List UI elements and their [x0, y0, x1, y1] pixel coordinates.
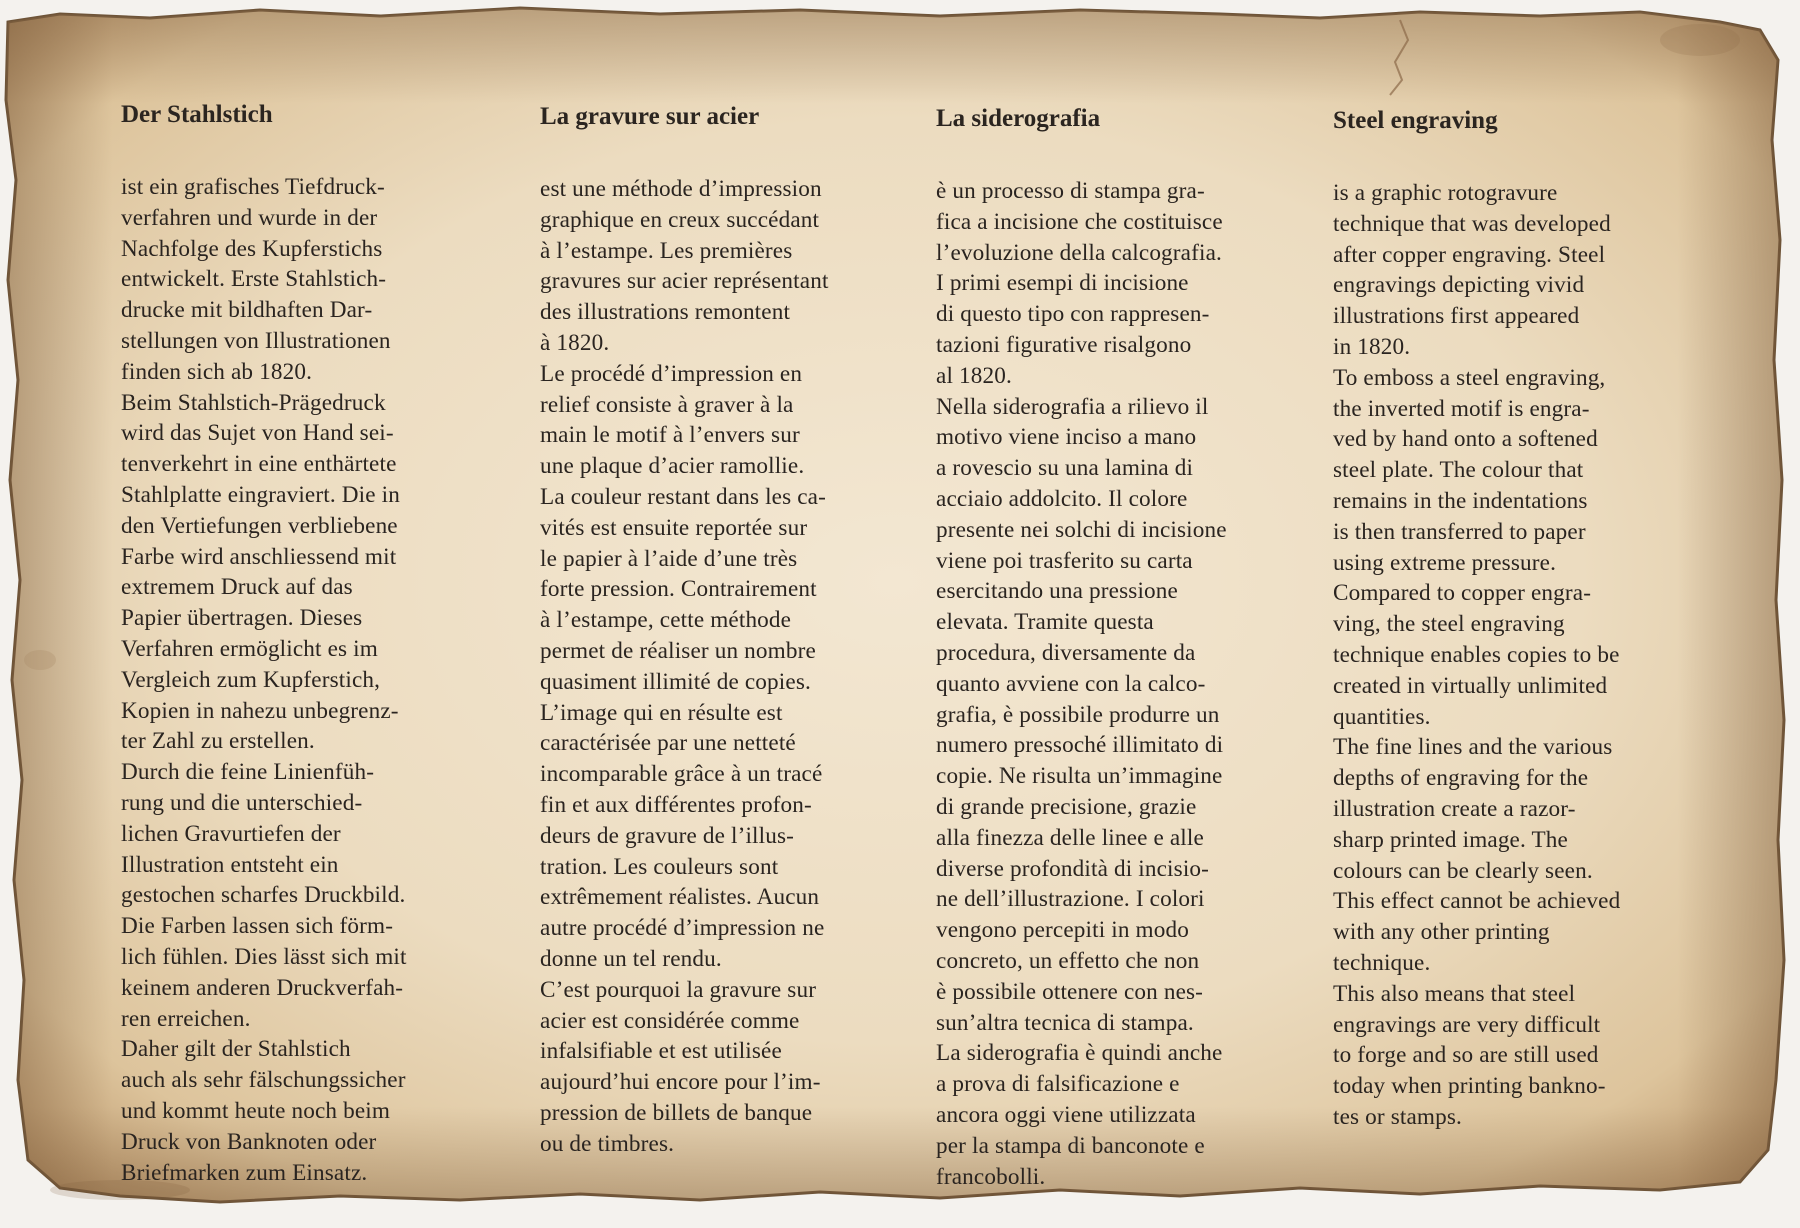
text-line: wird das Sujet von Hand sei-: [121, 420, 394, 447]
text-line: sharp printed image. The: [1333, 826, 1568, 853]
text-line: To emboss a steel engraving,: [1333, 364, 1606, 391]
text-line: ancora oggi viene utilizzata: [936, 1101, 1196, 1128]
text-line: l’evoluzione della calcografia.: [936, 239, 1222, 266]
text-line: is a graphic rotogravure: [1333, 180, 1558, 206]
text-line: esercitando una pressione: [936, 578, 1178, 605]
text-line: finden sich ab 1820.: [121, 358, 313, 385]
text-line: viene poi trasferito su carta: [936, 547, 1193, 574]
text-line: Nachfolge des Kupferstichs: [121, 235, 383, 262]
text-line: to forge and so are still used: [1333, 1042, 1599, 1069]
text-line: à l’estampe. Les premières: [540, 237, 793, 264]
column-title: La gravure sur acier: [540, 103, 760, 130]
text-line: forte pression. Contrairement: [540, 576, 817, 603]
column-title: Der Stahlstich: [121, 101, 273, 128]
text-line: La siderografia è quindi anche: [936, 1040, 1223, 1067]
text-line: fin et aux différentes profon-: [540, 791, 812, 818]
text-line: deurs de gravure de l’illus-: [540, 822, 795, 849]
text-line: Daher gilt der Stahlstich: [121, 1036, 351, 1063]
text-line: ren erreichen.: [121, 1005, 251, 1032]
text-line: tration. Les couleurs sont: [540, 853, 779, 880]
text-line: des illustrations remontent: [540, 299, 791, 326]
text-line: donne un tel rendu.: [540, 945, 722, 972]
text-line: ne dell’illustrazione. I colori: [936, 886, 1205, 913]
text-line: La couleur restant dans les ca-: [540, 483, 826, 510]
column-body: [540, 174, 829, 1160]
text-line: elevata. Tramite questa: [936, 609, 1154, 636]
text-line: quanto avviene con la calco-: [936, 670, 1206, 697]
text-line: engravings are very difficult: [1333, 1011, 1601, 1038]
text-line: Beim Stahlstich-Prägedruck: [121, 389, 386, 416]
text-line: lichen Gravurtiefen der: [121, 820, 341, 847]
text-line: è possibile ottenere con nes-: [936, 978, 1204, 1005]
text-line: main le motif à l’envers sur: [540, 422, 800, 449]
text-line: a rovescio su una lamina di: [936, 455, 1194, 482]
text-line: using extreme pressure.: [1333, 549, 1557, 576]
text-line: lich fühlen. Dies lässt sich mit: [121, 943, 407, 970]
text-line: Le procédé d’impression en: [540, 360, 803, 387]
text-line: extrêmement réalistes. Aucun: [540, 884, 820, 911]
text-line: quantities.: [1333, 703, 1431, 730]
text-line: tenverkehrt in eine enthärtete: [121, 451, 397, 478]
text-line: Illustration entsteht ein: [121, 851, 339, 878]
text-line: graphique en creux succédant: [540, 206, 820, 233]
text-line: technique.: [1333, 949, 1431, 976]
text-line: le papier à l’aide d’une très: [540, 545, 798, 572]
text-line: alla finezza delle linee e alle: [936, 824, 1204, 851]
text-line: presente nei solchi di incisione: [936, 516, 1227, 543]
text-line: quasiment illimité de copies.: [540, 668, 811, 695]
text-line: acier est considérée comme: [540, 1007, 800, 1034]
text-line: Druck von Banknoten oder: [121, 1128, 377, 1155]
text-line: illustration create a razor-: [1333, 795, 1576, 822]
text-line: à 1820.: [540, 329, 610, 356]
text-line: Papier übertragen. Dieses: [121, 605, 363, 632]
text-line: Durch die feine Linienfüh-: [121, 759, 375, 786]
column-german: [121, 100, 407, 1188]
text-line: ved by hand onto a softened: [1333, 426, 1598, 453]
text-line: acciaio addolcito. Il colore: [936, 485, 1188, 512]
text-line: keinem anderen Druckverfah-: [121, 974, 404, 1001]
text-line: after copper engraving. Steel: [1333, 241, 1606, 268]
text-line: tes or stamps.: [1333, 1103, 1462, 1130]
column-title: Steel engraving: [1333, 107, 1498, 134]
text-line: steel plate. The colour that: [1333, 457, 1584, 484]
text-line: vités est ensuite reportée sur: [540, 514, 808, 541]
text-line: ist ein grafisches Tiefdruck-: [121, 174, 385, 200]
text-line: vengono percepiti in modo: [936, 917, 1189, 944]
text-line: the inverted motif is engra-: [1333, 395, 1590, 422]
column-french: [540, 102, 829, 1160]
text-line: ter Zahl zu erstellen.: [121, 728, 315, 755]
text-line: ving, the steel engraving: [1333, 611, 1565, 638]
text-line: depths of engraving for the: [1333, 765, 1589, 792]
text-line: Nella siderografia a rilievo il: [936, 393, 1209, 420]
text-line: auch als sehr fälschungssicher: [121, 1067, 406, 1094]
text-line: entwickelt. Erste Stahlstich-: [121, 266, 387, 293]
text-line: fica a incisione che costituisce: [936, 208, 1223, 235]
text-line: à l’estampe, cette méthode: [540, 607, 792, 634]
text-line: caractérisée par une netteté: [540, 730, 796, 757]
text-line: engravings depicting vivid: [1333, 272, 1585, 299]
text-line: den Vertiefungen verbliebene: [121, 512, 398, 539]
text-line: diverse profondità di incisio-: [936, 855, 1210, 882]
text-line: Compared to copper engra-: [1333, 580, 1592, 607]
text-line: Vergleich zum Kupferstich,: [121, 666, 381, 693]
text-line: extremem Druck auf das: [121, 574, 353, 601]
text-line: gestochen scharfes Druckbild.: [121, 882, 406, 909]
text-line: est une méthode d’impression: [540, 176, 822, 202]
text-line: Verfahren ermöglicht es im: [121, 635, 378, 662]
text-line: tazioni figurative risalgono: [936, 331, 1192, 358]
text-line: autre procédé d’impression ne: [540, 915, 825, 942]
text-line: procedura, diversamente da: [936, 639, 1196, 666]
text-line: rung und die unterschied-: [121, 789, 363, 816]
text-line: motivo viene inciso a mano: [936, 424, 1197, 451]
text-line: with any other printing: [1333, 919, 1550, 946]
text-line: This effect cannot be achieved: [1333, 888, 1621, 915]
text-line: francobolli.: [936, 1163, 1046, 1190]
text-line: C’est pourquoi la gravure sur: [540, 976, 817, 1003]
column-body: [121, 172, 407, 1188]
text-line: di questo tipo con rappresen-: [936, 301, 1210, 328]
text-line: drucke mit bildhaften Dar-: [121, 297, 373, 324]
text-line: aujourd’hui encore pour l’im-: [540, 1069, 821, 1096]
text-line: stellungen von Illustrationen: [121, 327, 391, 354]
text-line: concreto, un effetto che non: [936, 947, 1200, 974]
column-english: [1333, 106, 1620, 1133]
text-line: colours can be clearly seen.: [1333, 857, 1593, 884]
text-line: Stahlplatte eingraviert. Die in: [121, 481, 400, 508]
text-line: The fine lines and the various: [1333, 734, 1613, 761]
text-line: numero pressoché illimitato di: [936, 732, 1224, 759]
text-line: Kopien in nahezu unbegrenz-: [121, 697, 399, 724]
column-title: La siderografia: [936, 105, 1101, 132]
text-line: illustrations first appeared: [1333, 303, 1580, 330]
text-line: today when printing bankno-: [1333, 1073, 1606, 1100]
text-line: sun’altra tecnica di stampa.: [936, 1009, 1194, 1036]
text-line: infalsifiable et est utilisée: [540, 1038, 782, 1065]
text-line: une plaque d’acier ramollie.: [540, 453, 805, 480]
text-line: I primi esempi di incisione: [936, 270, 1189, 297]
text-line: technique enables copies to be: [1333, 641, 1620, 668]
text-line: al 1820.: [936, 362, 1012, 389]
column-body: [1333, 178, 1620, 1133]
text-line: copie. Ne risulta un’immagine: [936, 763, 1223, 790]
text-line: Farbe wird anschliessend mit: [121, 543, 397, 570]
column-italian: [936, 104, 1227, 1192]
text-line: incomparable grâce à un tracé: [540, 761, 823, 788]
text-line: permet de réaliser un nombre: [540, 637, 816, 664]
text-line: a prova di falsificazione e: [936, 1071, 1180, 1098]
text-line: gravures sur acier représentant: [540, 268, 829, 295]
text-line: L’image qui en résulte est: [540, 699, 783, 726]
text-line: per la stampa di banconote e: [936, 1132, 1205, 1159]
text-line: in 1820.: [1333, 333, 1411, 360]
text-line: Die Farben lassen sich förm-: [121, 913, 394, 940]
text-line: remains in the indentations: [1333, 487, 1588, 514]
text-line: Briefmarken zum Einsatz.: [121, 1159, 368, 1186]
text-line: und kommt heute noch beim: [121, 1097, 391, 1124]
text-line: technique that was developed: [1333, 210, 1611, 237]
text-line: verfahren und wurde in der: [121, 204, 378, 231]
text-line: pression de billets de banque: [540, 1099, 813, 1126]
text-line: grafia, è possibile produrre un: [936, 701, 1220, 728]
text-line: ou de timbres.: [540, 1130, 675, 1157]
text-line: relief consiste à graver à la: [540, 391, 794, 418]
text-line: è un processo di stampa gra-: [936, 178, 1205, 204]
text-line: created in virtually unlimited: [1333, 672, 1608, 699]
column-body: [936, 176, 1227, 1192]
text-line: is then transferred to paper: [1333, 518, 1586, 545]
text-line: This also means that steel: [1333, 980, 1576, 1007]
text-line: di grande precisione, grazie: [936, 793, 1197, 820]
